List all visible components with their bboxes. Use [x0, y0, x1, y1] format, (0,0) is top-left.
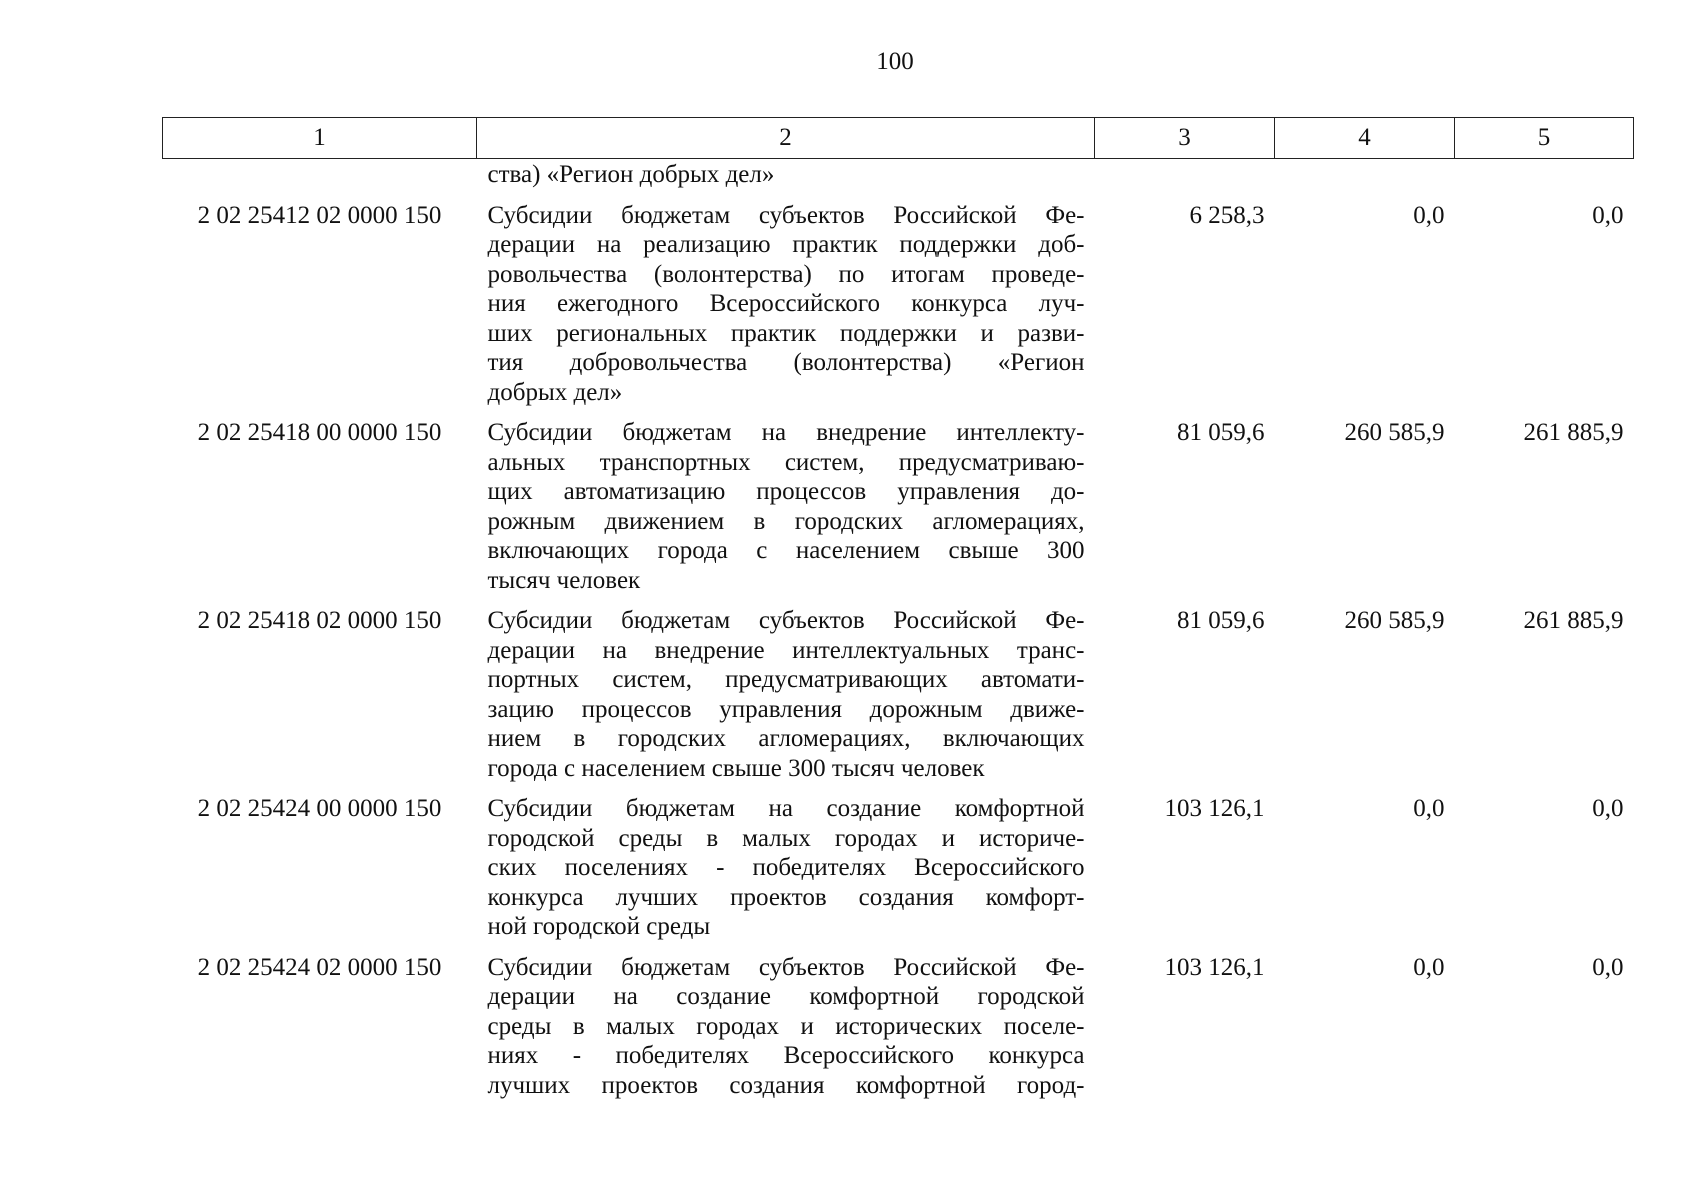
description-line: лучших проектов создания комфортной город- [487, 1071, 1085, 1099]
continuation-description [477, 159, 1095, 201]
description-line: городской среды в малых городах и историче- [487, 824, 1085, 852]
amount-col3: 103 126,1 [1164, 795, 1265, 822]
description-line: ния ежегодного Всероссийского конкурса луч- [487, 290, 1085, 317]
table-body [163, 159, 1634, 1112]
description-line: щих автоматизацию процессов управления до- [487, 478, 1085, 505]
description-line: зацию процессов управления дорожным движе- [487, 695, 1085, 723]
description-line: дерации на создание комфортной городской [487, 983, 1085, 1010]
column-header-1: 1 [163, 118, 477, 159]
description-line: тия добровольчества (волонтерства) «Регион [487, 349, 1085, 376]
table-header-row [163, 118, 1634, 159]
amount-col5: 0,0 [1592, 795, 1624, 822]
amount-col5: 261 885,9 [1523, 419, 1624, 446]
budget-code: 2 02 25424 02 0000 150 [197, 953, 442, 981]
continuation-empty-cell [1455, 159, 1634, 201]
column-header-3: 3 [1095, 118, 1275, 159]
table-row [163, 606, 1634, 794]
amount-col3: 81 059,6 [1177, 607, 1265, 634]
description-line: Субсидии бюджетам на внедрение интеллекту- [487, 419, 1085, 446]
column-header-4: 4 [1275, 118, 1455, 159]
description-line: тысяч человек [487, 566, 641, 594]
column-header-5: 5 [1455, 118, 1634, 159]
description-line: среды в малых городах и исторических поселе- [487, 1012, 1085, 1040]
description-line: Субсидии бюджетам субъектов Российской Фе- [487, 953, 1085, 981]
amount-col5: 0,0 [1592, 953, 1624, 981]
amount-col4: 0,0 [1413, 795, 1445, 822]
page-number: 100 [876, 48, 914, 75]
row-description [477, 606, 1095, 794]
budget-table-container [162, 117, 1633, 1111]
description-line: альных транспортных систем, предусматриваю- [487, 448, 1085, 476]
row-description [477, 953, 1095, 1112]
amount-col3: 6 258,3 [1189, 201, 1265, 229]
continuation-empty-cell [1095, 159, 1275, 201]
row-description [477, 794, 1095, 953]
row-description [477, 418, 1095, 606]
continuation-code-cell [163, 159, 477, 201]
description-line: Субсидии бюджетам на создание комфортной [487, 795, 1085, 822]
description-line: ной городской среды [487, 913, 711, 940]
amount-col3: 103 126,1 [1164, 953, 1265, 981]
amount-col5: 0,0 [1592, 201, 1624, 229]
row-description [477, 201, 1095, 419]
description-line: включающих города с населением свыше 300 [487, 537, 1085, 564]
amount-col4: 260 585,9 [1344, 419, 1445, 446]
description-line: ших региональных практик поддержки и разви- [487, 319, 1085, 347]
table-row [163, 794, 1634, 953]
description-line: рожным движением в городских агломерациях, [487, 507, 1085, 535]
table-row [163, 418, 1634, 606]
continuation-row [163, 159, 1634, 201]
continuation-empty-cell [1275, 159, 1455, 201]
description-line: ниях - победителях Всероссийского конкурса [487, 1042, 1085, 1069]
description-line: ских поселениях - победителях Всероссийского [487, 854, 1085, 881]
amount-col4: 0,0 [1413, 201, 1445, 229]
description-line: дерации на внедрение интеллектуальных транс- [487, 636, 1085, 664]
table-row [163, 201, 1634, 419]
description-line: ства) «Регион добрых дел» [487, 161, 775, 188]
description-line: Субсидии бюджетам субъектов Российской Фе- [487, 201, 1085, 229]
amount-col4: 0,0 [1413, 953, 1445, 981]
budget-table [162, 117, 1634, 1111]
description-line: конкурса лучших проектов создания комфорт- [487, 883, 1085, 911]
description-line: города с населением свыше 300 тысяч человек [487, 754, 985, 782]
description-line: ровольчества (волонтерства) по итогам проведе- [487, 260, 1085, 288]
amount-col3: 81 059,6 [1177, 419, 1265, 446]
column-header-2: 2 [477, 118, 1095, 159]
table-row [163, 953, 1634, 1112]
budget-code: 2 02 25418 02 0000 150 [197, 607, 442, 634]
description-line: дерации на реализацию практик поддержки доб- [487, 231, 1085, 258]
description-line: добрых дел» [487, 378, 623, 406]
budget-code: 2 02 25418 00 0000 150 [197, 419, 442, 446]
description-line: портных систем, предусматривающих автомати- [487, 666, 1085, 693]
description-line: Субсидии бюджетам субъектов Российской Фе- [487, 607, 1085, 634]
budget-code: 2 02 25424 00 0000 150 [197, 795, 442, 822]
amount-col4: 260 585,9 [1344, 607, 1445, 634]
amount-col5: 261 885,9 [1523, 607, 1624, 634]
budget-code: 2 02 25412 02 0000 150 [197, 201, 442, 229]
description-line: нием в городских агломерациях, включающих [487, 725, 1085, 752]
